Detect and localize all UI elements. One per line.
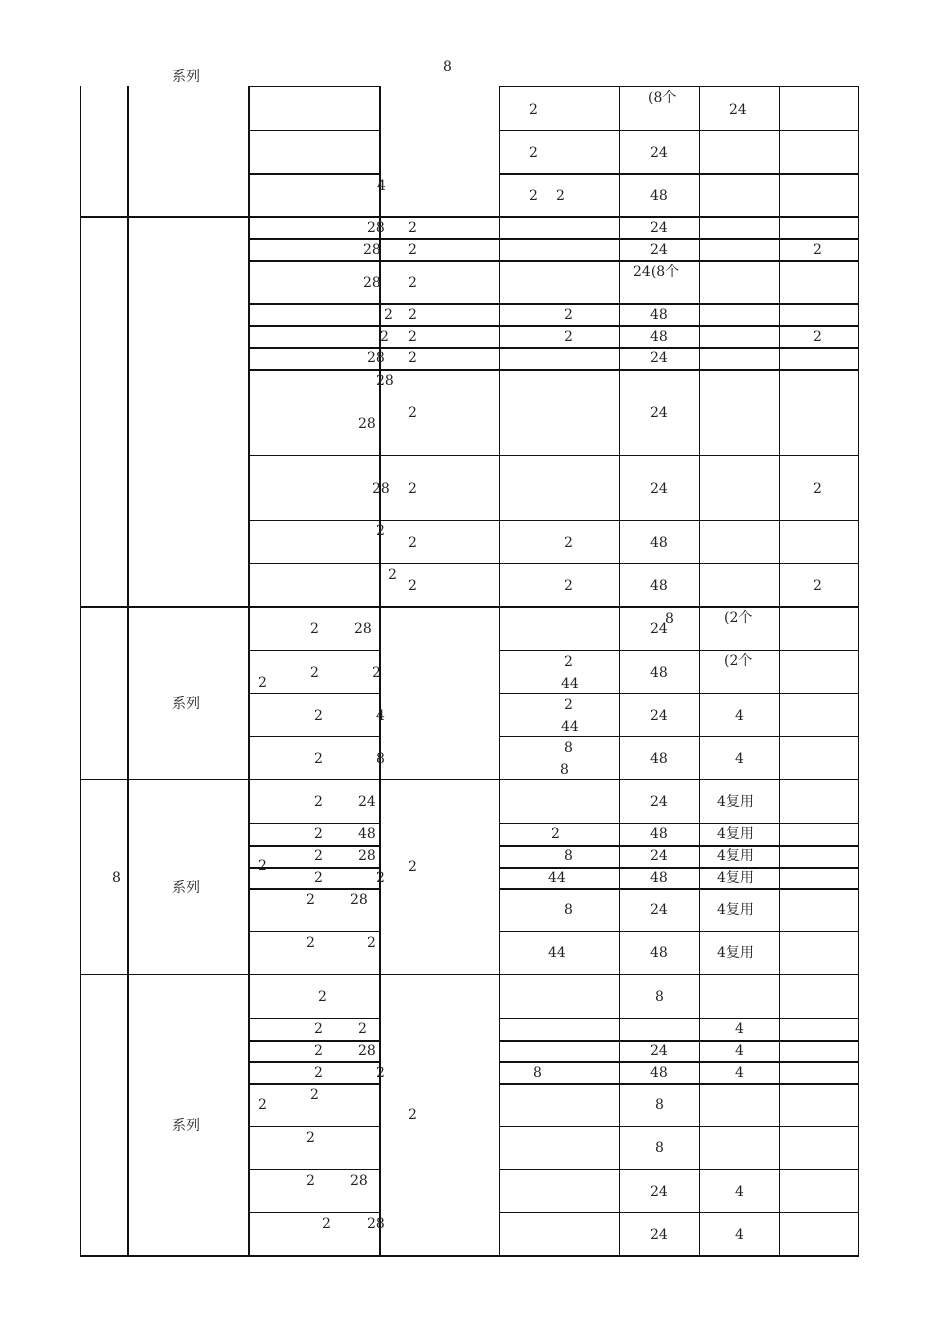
cell-text: 2 (408, 1107, 417, 1123)
cell-text: 2 (314, 1021, 323, 1037)
cell-text: 24 (650, 405, 668, 421)
cell-text: 2 (306, 1173, 315, 1189)
cell-text: 28 (367, 1216, 385, 1232)
cell-text: 28 (358, 416, 376, 432)
cell-text: 8 (564, 902, 573, 918)
grid-line (499, 1212, 859, 1213)
grid-line (248, 1040, 379, 1042)
cell-text: 24 (650, 1227, 668, 1243)
grid-line (80, 216, 859, 218)
grid-line (248, 1061, 379, 1063)
grid-line (248, 173, 379, 175)
cell-text: 44 (561, 676, 579, 692)
grid-line (248, 260, 859, 262)
cell-text: 2 (408, 350, 417, 366)
cell-text: 2 (408, 405, 417, 421)
cell-text: 4复用 (717, 945, 754, 961)
grid-line (248, 455, 859, 456)
grid-line (248, 369, 859, 371)
cell-text: 2 (564, 535, 573, 551)
cell-text: 44 (561, 719, 579, 735)
grid-line (499, 1169, 859, 1170)
grid-line (499, 931, 859, 932)
cell-text: 2 (564, 654, 573, 670)
grid-line (499, 736, 859, 737)
cell-text: 48 (358, 826, 376, 842)
cell-text: 4复用 (717, 902, 754, 918)
cell-text: 8 (655, 989, 664, 1005)
cell-text: 2 (318, 989, 327, 1005)
cell-text: 2 (564, 307, 573, 323)
cell-text: 2 (310, 1087, 319, 1103)
grid-line (499, 650, 859, 651)
cell-text: 2 (564, 329, 573, 345)
grid-line (499, 173, 859, 175)
cell-text: 4 (735, 1184, 744, 1200)
grid-line (80, 86, 81, 1256)
grid-line (248, 888, 379, 890)
cell-text: 28 (354, 621, 372, 637)
cell-text: 2 (408, 275, 417, 291)
cell-text: 2 (408, 242, 417, 258)
grid-line (248, 845, 379, 847)
grid-line (248, 1126, 379, 1127)
grid-line (248, 325, 859, 327)
cell-text: 24 (650, 242, 668, 258)
cell-text: 2 (314, 794, 323, 810)
cell-text: (8个 (648, 90, 677, 106)
cell-text: 2 (551, 826, 560, 842)
cell-text: 2 (258, 1097, 267, 1113)
cell-text: 2 (408, 535, 417, 551)
cell-text: 8 (564, 740, 573, 756)
cell-text: 8 (533, 1065, 542, 1081)
grid-line (248, 130, 379, 131)
cell-text: 2 (813, 242, 822, 258)
grid-line (499, 1018, 859, 1019)
cell-text: 2 (314, 1065, 323, 1081)
cell-text: 28 (350, 1173, 368, 1189)
cell-text: 4 (377, 178, 386, 194)
cell-text: 2 (376, 1065, 385, 1081)
cell-text: 4 (735, 1043, 744, 1059)
grid-line (248, 347, 859, 349)
grid-line (248, 736, 379, 737)
grid-line (499, 693, 859, 694)
grid-line (499, 1061, 859, 1063)
grid-line (248, 650, 379, 651)
cell-text: 2 (408, 329, 417, 345)
cell-text: 8 (665, 611, 674, 627)
grid-line (248, 693, 379, 694)
cell-text: (2个 (724, 653, 753, 669)
cell-text: 系列 (172, 696, 200, 712)
grid-line (248, 1212, 379, 1213)
cell-text: 2 (564, 697, 573, 713)
cell-text: 24 (650, 1184, 668, 1200)
cell-text: 24 (650, 350, 668, 366)
cell-text: 28 (363, 242, 381, 258)
cell-text: 2 (813, 329, 822, 345)
cell-text: 48 (650, 826, 668, 842)
cell-text: 2 (314, 1043, 323, 1059)
cell-text: 8 (655, 1097, 664, 1113)
grid-line (499, 867, 859, 869)
cell-text: 2 (408, 859, 417, 875)
cell-text: 2 (529, 102, 538, 118)
grid-line (248, 1169, 379, 1170)
cell-text: 2 (310, 665, 319, 681)
grid-line (248, 238, 859, 240)
cell-text: 2 (376, 523, 385, 539)
cell-text: 2 (314, 708, 323, 724)
grid-line (499, 1126, 859, 1127)
cell-text: 2 (306, 892, 315, 908)
cell-text: 2 (529, 145, 538, 161)
series-label-top: 系列 (172, 69, 200, 85)
cell-text: 2 (564, 578, 573, 594)
cell-text: 4 (735, 708, 744, 724)
cell-text: 2 (310, 621, 319, 637)
cell-text: 24 (650, 708, 668, 724)
cell-text: 48 (650, 188, 668, 204)
grid-line (499, 1040, 859, 1042)
cell-text: 28 (367, 350, 385, 366)
cell-text: 48 (650, 751, 668, 767)
cell-text: 2 (408, 220, 417, 236)
cell-text: 4 (376, 708, 385, 724)
cell-text: 2 (380, 329, 389, 345)
cell-text: 4复用 (717, 848, 754, 864)
grid-line (248, 1083, 379, 1085)
cell-text: 24 (650, 481, 668, 497)
cell-text: 2 (306, 1130, 315, 1146)
grid-line (248, 931, 379, 932)
cell-text: 24 (650, 220, 668, 236)
cell-text: 2 (388, 567, 397, 583)
cell-text: 28 (367, 220, 385, 236)
cell-text: 4复用 (717, 826, 754, 842)
cell-text: 48 (650, 578, 668, 594)
grid-line (127, 86, 129, 1256)
grid-line (80, 606, 859, 608)
cell-text: 2 (384, 307, 393, 323)
cell-text: 2 (529, 188, 538, 204)
cell-text: 48 (650, 1065, 668, 1081)
cell-text: 28 (358, 848, 376, 864)
cell-text: 48 (650, 945, 668, 961)
grid-line (499, 823, 859, 824)
cell-text: 2 (376, 870, 385, 886)
cell-text: 24 (650, 902, 668, 918)
cell-text: 2 (258, 675, 267, 691)
cell-text: 系列 (172, 1118, 200, 1134)
cell-text: 24 (650, 848, 668, 864)
cell-text: 8 (560, 762, 569, 778)
cell-text: 2 (306, 935, 315, 951)
cell-text: 28 (363, 275, 381, 291)
cell-text: 4 (735, 1021, 744, 1037)
cell-text: 8 (112, 870, 121, 886)
cell-text: 4 (735, 1065, 744, 1081)
grid-line (248, 823, 379, 824)
top-number: 8 (443, 59, 452, 75)
cell-text: 2 (408, 578, 417, 594)
cell-text: 2 (358, 1021, 367, 1037)
cell-text: 2 (372, 665, 381, 681)
cell-text: 2 (408, 481, 417, 497)
grid-line (499, 130, 859, 131)
grid-line (248, 520, 859, 521)
grid-line (248, 563, 859, 564)
grid-line (80, 1255, 859, 1257)
cell-text: 24 (358, 794, 376, 810)
cell-text: 4复用 (717, 870, 754, 886)
cell-text: 2 (556, 188, 565, 204)
grid-line (248, 86, 379, 87)
cell-text: 2 (408, 307, 417, 323)
cell-text: 28 (358, 1043, 376, 1059)
cell-text: 24 (650, 794, 668, 810)
cell-text: 44 (548, 945, 566, 961)
cell-text: 2 (813, 578, 822, 594)
grid-line (499, 86, 859, 87)
cell-text: 2 (314, 848, 323, 864)
cell-text: (2个 (724, 610, 753, 626)
cell-text: 4 (735, 1227, 744, 1243)
cell-text: 28 (376, 373, 394, 389)
cell-text: 24 (729, 102, 747, 118)
cell-text: 8 (376, 751, 385, 767)
grid-line (80, 974, 859, 975)
cell-text: 24 (650, 621, 668, 637)
cell-text: 4 (735, 751, 744, 767)
cell-text: 2 (813, 481, 822, 497)
grid-line (248, 867, 379, 869)
cell-text: 2 (314, 826, 323, 842)
cell-text: 2 (258, 858, 267, 874)
cell-text: 28 (372, 481, 390, 497)
cell-text: 2 (314, 870, 323, 886)
grid-line (248, 1018, 379, 1019)
cell-text: 48 (650, 307, 668, 323)
cell-text: 2 (322, 1216, 331, 1232)
cell-text: 2 (314, 751, 323, 767)
grid-line (499, 845, 859, 847)
grid-line (499, 1083, 859, 1085)
grid-line (80, 779, 859, 780)
cell-text: 24 (650, 145, 668, 161)
cell-text: 系列 (172, 880, 200, 896)
cell-text: 48 (650, 535, 668, 551)
cell-text: 4复用 (717, 794, 754, 810)
cell-text: 28 (350, 892, 368, 908)
cell-text: 8 (564, 848, 573, 864)
cell-text: 8 (655, 1140, 664, 1156)
cell-text: 48 (650, 870, 668, 886)
cell-text: 24(8个 (633, 264, 680, 280)
cell-text: 24 (650, 1043, 668, 1059)
grid-line (248, 303, 859, 305)
cell-text: 48 (650, 329, 668, 345)
cell-text: 2 (367, 935, 376, 951)
cell-text: 44 (548, 870, 566, 886)
cell-text: 48 (650, 665, 668, 681)
grid-line (499, 888, 859, 890)
